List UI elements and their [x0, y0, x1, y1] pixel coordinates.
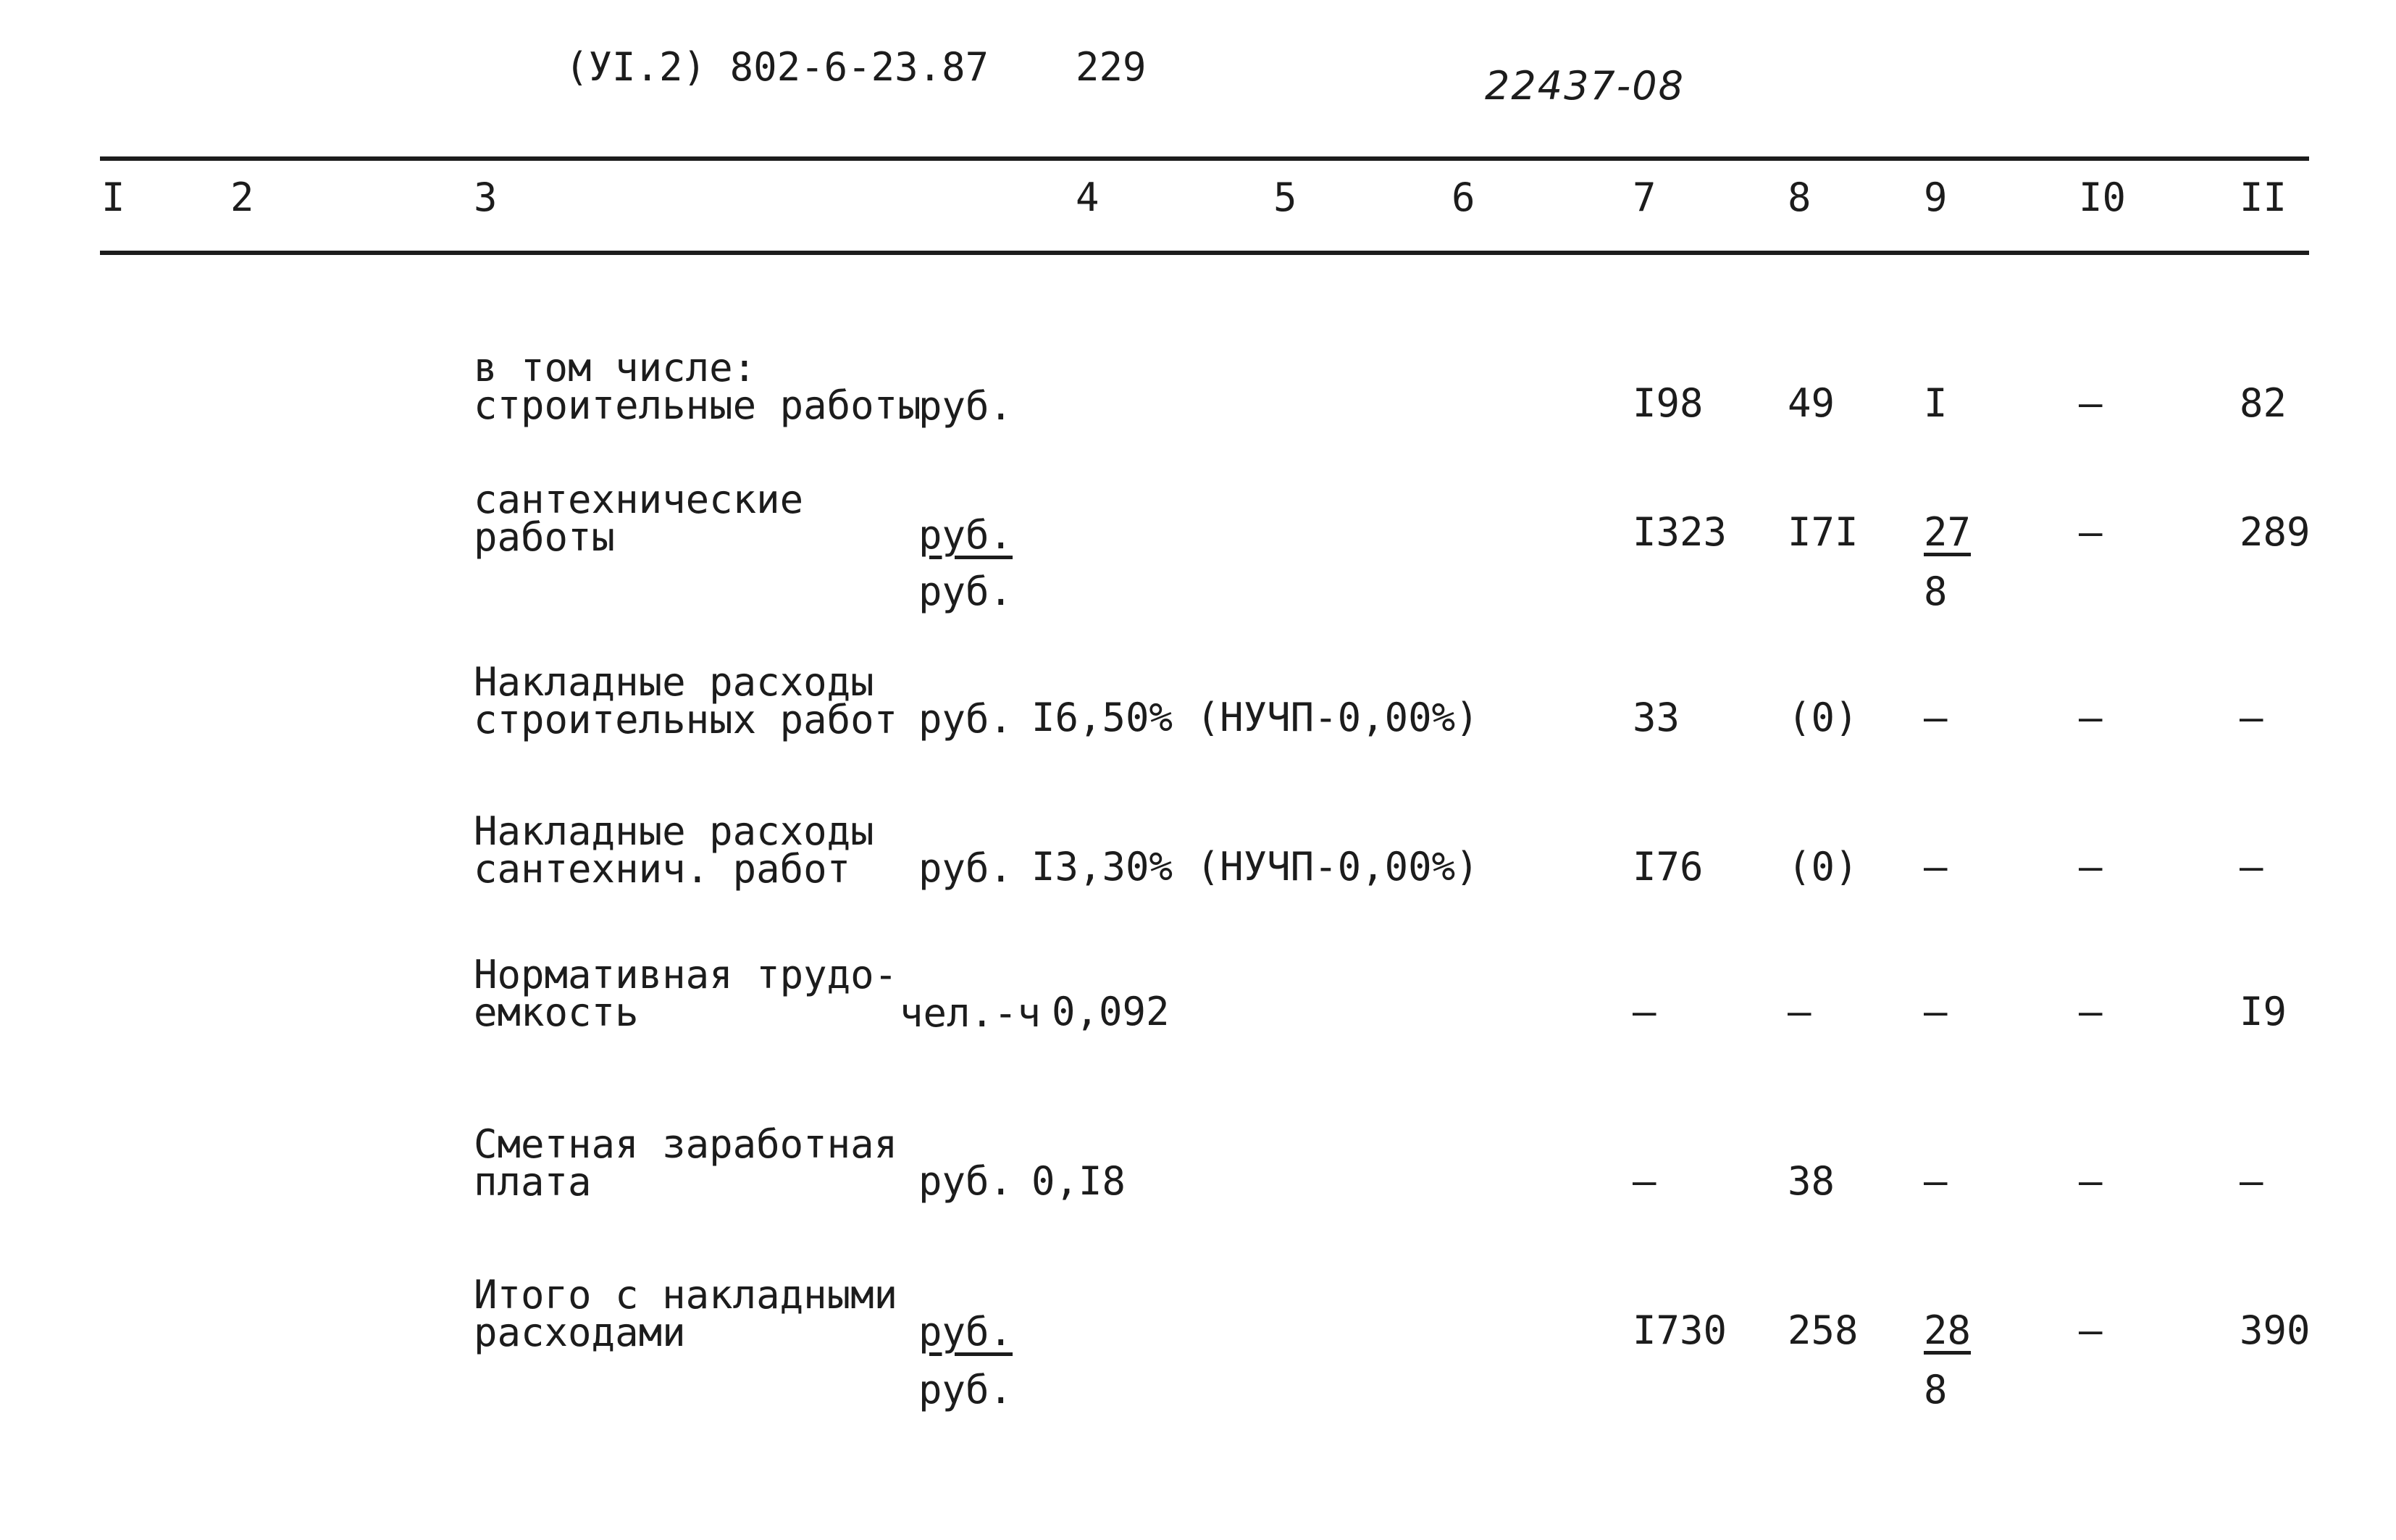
row-label: сантехнические работы [474, 477, 804, 560]
column-header: 9 [1924, 175, 1948, 220]
column-header: 6 [1452, 175, 1475, 220]
cell-col9: – [1924, 1158, 1948, 1204]
cell-col10: – [2079, 989, 2103, 1034]
cell-col7: I323 [1633, 509, 1727, 555]
cell-col11: 390 [2240, 1307, 2311, 1353]
row-label: Накладные расходы строительных работ [474, 659, 898, 742]
cell-col7: – [1633, 1158, 1656, 1204]
row-rate: I6,50% (НУЧП-0,00%) [1031, 695, 1479, 740]
page-number: 229 [1076, 44, 1147, 90]
row-label: Итого с накладными расходами [474, 1272, 898, 1355]
cell-col9: – [1924, 844, 1948, 890]
column-header: 5 [1273, 175, 1297, 220]
column-header: I [101, 175, 125, 220]
cell-col11: – [2240, 844, 2263, 890]
cell-col10: – [2079, 1158, 2103, 1204]
cell-col9: 27 [1924, 509, 1972, 555]
table-header-rule [100, 251, 2309, 255]
row-label: Накладные расходы сантехнич. работ [474, 808, 874, 892]
document-code: (УI.2) 802-6-23.87 [565, 44, 989, 90]
cell-col11: – [2240, 695, 2263, 740]
cell-col7: 33 [1633, 695, 1680, 740]
table-top-rule [100, 156, 2309, 161]
cell-col8: – [1788, 989, 1811, 1034]
cell-col10: – [2079, 1307, 2103, 1353]
cell-col11: I9 [2240, 989, 2287, 1034]
row-unit: руб. [918, 383, 1013, 429]
cell-col7: – [1633, 989, 1656, 1034]
column-header: 4 [1076, 175, 1099, 220]
cell-col8: 49 [1788, 380, 1835, 426]
cell-col9-sub: 8 [1924, 1367, 1948, 1413]
row-unit: руб. [918, 845, 1013, 891]
row-unit: руб. [918, 1309, 1013, 1355]
cell-col8: 258 [1788, 1307, 1859, 1353]
cell-col9-sub: 8 [1924, 569, 1948, 614]
row-unit: руб. [918, 696, 1013, 742]
cell-col7: I76 [1633, 844, 1704, 890]
row-rate: 0,I8 [1031, 1158, 1126, 1204]
cell-col8: (0) [1788, 695, 1859, 740]
cell-col8: I7I [1788, 509, 1859, 555]
column-header: I0 [2079, 175, 2127, 220]
row-rate: I3,30% (НУЧП-0,00%) [1031, 844, 1479, 890]
cell-col11: – [2240, 1158, 2263, 1204]
cell-col10: – [2079, 844, 2103, 890]
row-rate: 0,092 [1052, 989, 1170, 1034]
column-header: 2 [230, 175, 254, 220]
row-label: в том числе: строительные работы [474, 345, 921, 428]
cell-col9: – [1924, 695, 1948, 740]
cell-col7: I98 [1633, 380, 1704, 426]
row-label: Нормативная трудо- емкость [474, 952, 898, 1035]
cell-col9: 28 [1924, 1307, 1972, 1353]
cell-col11: 82 [2240, 380, 2287, 426]
cell-col10: – [2079, 380, 2103, 426]
row-unit-secondary: руб. [918, 569, 1013, 614]
cell-col8: (0) [1788, 844, 1859, 890]
row-unit: чел.-ч [900, 990, 1042, 1036]
cell-col9: I [1924, 380, 1948, 426]
row-unit: руб. [918, 1158, 1013, 1204]
column-header: II [2240, 175, 2287, 220]
cell-col8: 38 [1788, 1158, 1835, 1204]
cell-col11: 289 [2240, 509, 2311, 555]
row-unit: руб. [918, 512, 1013, 558]
row-label: Сметная заработная плата [474, 1121, 898, 1205]
cell-col9: – [1924, 989, 1948, 1034]
cell-col7: I730 [1633, 1307, 1727, 1353]
row-unit-secondary: руб. [918, 1367, 1013, 1413]
document-number: 22437-08 [1485, 63, 1685, 109]
column-header: 3 [474, 175, 498, 220]
cell-col10: – [2079, 509, 2103, 555]
column-header: 7 [1633, 175, 1656, 220]
cell-col10: – [2079, 695, 2103, 740]
column-header: 8 [1788, 175, 1811, 220]
